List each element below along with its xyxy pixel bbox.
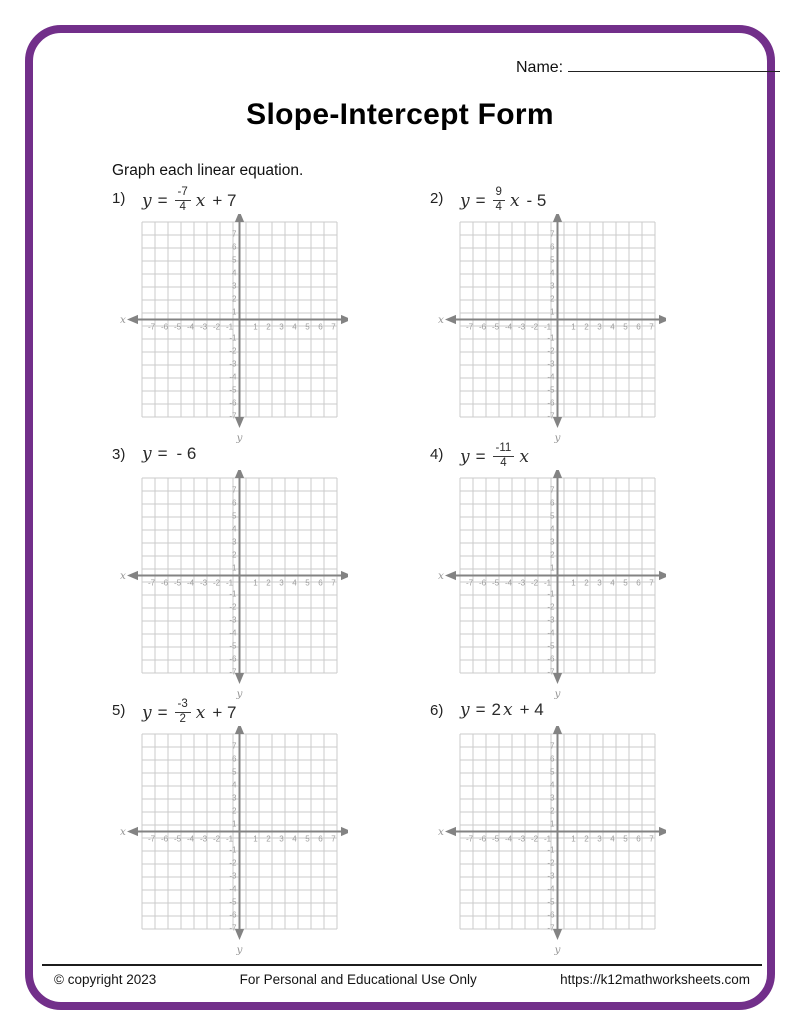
- svg-text:-4: -4: [229, 628, 237, 638]
- svg-text:-6: -6: [160, 578, 169, 588]
- coordinate-grid: [118, 470, 348, 700]
- svg-text:-7: -7: [465, 834, 474, 844]
- svg-text:1: 1: [253, 578, 258, 588]
- svg-text:2: 2: [232, 294, 237, 304]
- svg-text:7: 7: [232, 229, 237, 239]
- svg-text:4: 4: [550, 268, 555, 278]
- svg-text:-2: -2: [229, 346, 237, 356]
- svg-text:-7: -7: [147, 834, 156, 844]
- svg-text:-6: -6: [229, 398, 237, 408]
- svg-text:-4: -4: [547, 628, 555, 638]
- svg-text:-4: -4: [504, 578, 513, 588]
- svg-text:4: 4: [610, 322, 615, 332]
- svg-text:2: 2: [266, 834, 271, 844]
- svg-text:-5: -5: [491, 578, 500, 588]
- svg-text:-1: -1: [547, 845, 555, 855]
- svg-text:-2: -2: [530, 322, 539, 332]
- svg-text:6: 6: [232, 242, 237, 252]
- svg-text:-1: -1: [225, 322, 234, 332]
- svg-text:-3: -3: [547, 359, 555, 369]
- footer-rule: [42, 964, 762, 966]
- svg-text:6: 6: [550, 754, 555, 764]
- name-blank-line: [568, 56, 780, 72]
- svg-text:-4: -4: [504, 322, 513, 332]
- svg-text:-3: -3: [517, 578, 526, 588]
- svg-text:-2: -2: [212, 834, 221, 844]
- svg-text:-7: -7: [229, 923, 237, 933]
- problem-1: [104, 188, 422, 444]
- svg-text:1: 1: [550, 563, 555, 573]
- svg-text:-6: -6: [547, 910, 555, 920]
- equation-row: [430, 444, 740, 470]
- svg-text:-7: -7: [465, 578, 474, 588]
- svg-text:-7: -7: [229, 667, 237, 677]
- fraction: $\frac{9}{4}$: [493, 187, 505, 213]
- svg-text:2: 2: [584, 834, 589, 844]
- svg-text:-4: -4: [186, 834, 195, 844]
- svg-text:-6: -6: [478, 834, 487, 844]
- svg-text:5: 5: [623, 834, 628, 844]
- svg-text:-7: -7: [229, 411, 237, 421]
- svg-text:-3: -3: [199, 834, 208, 844]
- equation-row: [112, 444, 422, 470]
- worksheet-title: Slope-Intercept Form: [246, 98, 554, 131]
- equation: y = - 6: [142, 444, 197, 464]
- problem-3: [104, 444, 422, 700]
- svg-text:6: 6: [550, 242, 555, 252]
- svg-text:1: 1: [232, 563, 237, 573]
- svg-text:3: 3: [597, 834, 602, 844]
- svg-text:-7: -7: [547, 667, 555, 677]
- svg-text:1: 1: [571, 834, 576, 844]
- svg-text:-1: -1: [229, 589, 237, 599]
- svg-text:-3: -3: [229, 871, 237, 881]
- website-url: https://k12mathworksheets.com: [560, 972, 750, 987]
- svg-text:2: 2: [584, 322, 589, 332]
- svg-text:-2: -2: [530, 834, 539, 844]
- svg-text:-5: -5: [547, 897, 555, 907]
- svg-text:4: 4: [292, 834, 297, 844]
- svg-text:-2: -2: [547, 858, 555, 868]
- svg-text:-5: -5: [547, 385, 555, 395]
- svg-text:-7: -7: [547, 923, 555, 933]
- svg-text:-3: -3: [517, 834, 526, 844]
- svg-text:5: 5: [550, 511, 555, 521]
- svg-text:3: 3: [279, 578, 284, 588]
- svg-text:5: 5: [623, 322, 628, 332]
- svg-text:-3: -3: [547, 871, 555, 881]
- svg-text:3: 3: [279, 834, 284, 844]
- svg-text:1: 1: [253, 322, 258, 332]
- footer: [54, 972, 750, 987]
- svg-text:-4: -4: [186, 322, 195, 332]
- svg-text:2: 2: [232, 806, 237, 816]
- svg-text:1: 1: [232, 819, 237, 829]
- svg-text:-7: -7: [147, 578, 156, 588]
- svg-text:-3: -3: [229, 615, 237, 625]
- svg-text:-3: -3: [199, 322, 208, 332]
- svg-text:y: y: [554, 944, 561, 956]
- problem-5: [104, 700, 422, 956]
- fraction: $\frac{-11}{4}$: [493, 443, 515, 469]
- svg-text:-5: -5: [173, 322, 182, 332]
- svg-text:-1: -1: [225, 834, 234, 844]
- svg-text:4: 4: [232, 524, 237, 534]
- fraction: $\frac{-7}{4}$: [175, 187, 191, 213]
- problem-number: 4): [430, 446, 444, 463]
- svg-text:-1: -1: [543, 578, 552, 588]
- svg-text:-1: -1: [543, 322, 552, 332]
- svg-text:4: 4: [292, 578, 297, 588]
- problem-number: 6): [430, 702, 444, 719]
- svg-text:-6: -6: [547, 654, 555, 664]
- svg-text:7: 7: [232, 741, 237, 751]
- svg-text:5: 5: [232, 511, 237, 521]
- svg-text:6: 6: [318, 322, 323, 332]
- svg-text:-3: -3: [517, 322, 526, 332]
- svg-text:x: x: [438, 826, 444, 838]
- svg-text:1: 1: [253, 834, 258, 844]
- svg-text:-4: -4: [547, 884, 555, 894]
- svg-text:-2: -2: [212, 322, 221, 332]
- problem-number: 5): [112, 702, 126, 719]
- svg-text:4: 4: [232, 268, 237, 278]
- coordinate-grid: [436, 470, 666, 700]
- equation-row: [112, 700, 422, 726]
- svg-text:-4: -4: [547, 372, 555, 382]
- svg-text:6: 6: [636, 322, 641, 332]
- equation: y = $\frac{-11}{4}$ x: [460, 442, 529, 469]
- svg-text:-4: -4: [229, 372, 237, 382]
- svg-text:3: 3: [550, 281, 555, 291]
- coordinate-grid: [436, 726, 666, 956]
- svg-text:-1: -1: [543, 834, 552, 844]
- svg-text:3: 3: [550, 793, 555, 803]
- copyright-text: © copyright 2023: [54, 972, 157, 987]
- equation: y = $\frac{-7}{4}$ x + 7: [142, 186, 237, 213]
- svg-text:2: 2: [550, 806, 555, 816]
- svg-text:6: 6: [550, 498, 555, 508]
- svg-text:7: 7: [232, 485, 237, 495]
- svg-text:-6: -6: [478, 322, 487, 332]
- svg-text:-6: -6: [547, 398, 555, 408]
- svg-text:x: x: [438, 314, 444, 326]
- svg-text:4: 4: [550, 780, 555, 790]
- svg-text:-2: -2: [212, 578, 221, 588]
- svg-text:-6: -6: [160, 834, 169, 844]
- svg-text:-5: -5: [173, 578, 182, 588]
- svg-text:-6: -6: [478, 578, 487, 588]
- name-label: Name:: [516, 59, 564, 76]
- svg-text:6: 6: [318, 578, 323, 588]
- svg-text:4: 4: [610, 578, 615, 588]
- svg-text:3: 3: [550, 537, 555, 547]
- svg-text:-5: -5: [229, 641, 237, 651]
- svg-text:y: y: [554, 432, 561, 444]
- svg-text:1: 1: [550, 307, 555, 317]
- svg-text:7: 7: [331, 834, 336, 844]
- svg-text:5: 5: [232, 255, 237, 265]
- coordinate-grid: [118, 214, 348, 444]
- svg-text:-7: -7: [147, 322, 156, 332]
- svg-text:2: 2: [266, 322, 271, 332]
- svg-text:7: 7: [550, 485, 555, 495]
- svg-text:4: 4: [550, 524, 555, 534]
- svg-text:6: 6: [232, 498, 237, 508]
- svg-text:5: 5: [305, 322, 310, 332]
- svg-text:-1: -1: [547, 333, 555, 343]
- svg-text:-5: -5: [491, 834, 500, 844]
- svg-text:-7: -7: [465, 322, 474, 332]
- svg-text:5: 5: [550, 255, 555, 265]
- problem-number: 3): [112, 446, 126, 463]
- svg-text:3: 3: [232, 281, 237, 291]
- svg-text:-1: -1: [229, 333, 237, 343]
- svg-text:5: 5: [232, 767, 237, 777]
- svg-text:-3: -3: [199, 578, 208, 588]
- svg-text:2: 2: [550, 550, 555, 560]
- problem-number: 1): [112, 190, 126, 207]
- svg-text:5: 5: [623, 578, 628, 588]
- svg-text:x: x: [120, 570, 126, 582]
- problem-4: [422, 444, 740, 700]
- svg-text:-6: -6: [229, 910, 237, 920]
- svg-text:-5: -5: [173, 834, 182, 844]
- coordinate-grid: [118, 726, 348, 956]
- svg-text:2: 2: [550, 294, 555, 304]
- svg-text:-1: -1: [547, 589, 555, 599]
- svg-text:-6: -6: [229, 654, 237, 664]
- svg-text:7: 7: [649, 322, 654, 332]
- name-row: [516, 56, 780, 77]
- svg-text:-7: -7: [547, 411, 555, 421]
- equation: y = $\frac{9}{4}$ x - 5: [460, 186, 547, 213]
- equation: y = 2 x + 4: [460, 700, 544, 720]
- svg-text:-5: -5: [547, 641, 555, 651]
- svg-text:-2: -2: [530, 578, 539, 588]
- svg-text:7: 7: [649, 578, 654, 588]
- equation-row: [430, 188, 740, 214]
- svg-text:4: 4: [610, 834, 615, 844]
- problems-grid: [104, 188, 764, 956]
- problem-6: [422, 700, 740, 956]
- svg-text:y: y: [236, 688, 243, 700]
- instruction-text: Graph each linear equation.: [112, 162, 304, 179]
- svg-text:2: 2: [584, 578, 589, 588]
- svg-text:-4: -4: [504, 834, 513, 844]
- svg-text:-2: -2: [547, 346, 555, 356]
- svg-text:5: 5: [550, 767, 555, 777]
- problem-number: 2): [430, 190, 444, 207]
- svg-text:-2: -2: [229, 602, 237, 612]
- svg-text:7: 7: [550, 741, 555, 751]
- svg-text:6: 6: [636, 834, 641, 844]
- svg-text:-6: -6: [160, 322, 169, 332]
- equation-row: [430, 700, 740, 726]
- svg-text:3: 3: [597, 322, 602, 332]
- svg-text:6: 6: [232, 754, 237, 764]
- svg-text:x: x: [120, 826, 126, 838]
- svg-text:-2: -2: [229, 858, 237, 868]
- svg-text:2: 2: [232, 550, 237, 560]
- svg-text:y: y: [236, 944, 243, 956]
- svg-text:-2: -2: [547, 602, 555, 612]
- svg-text:3: 3: [279, 322, 284, 332]
- svg-text:-3: -3: [229, 359, 237, 369]
- usage-text: For Personal and Educational Use Only: [239, 972, 477, 987]
- svg-text:7: 7: [649, 834, 654, 844]
- svg-text:3: 3: [232, 793, 237, 803]
- svg-text:-5: -5: [229, 897, 237, 907]
- equation: y = $\frac{-3}{2}$ x + 7: [142, 698, 237, 725]
- svg-text:7: 7: [550, 229, 555, 239]
- svg-text:-4: -4: [186, 578, 195, 588]
- svg-text:-3: -3: [547, 615, 555, 625]
- svg-text:-5: -5: [229, 385, 237, 395]
- equation-row: [112, 188, 422, 214]
- svg-text:7: 7: [331, 322, 336, 332]
- svg-text:-1: -1: [229, 845, 237, 855]
- svg-text:1: 1: [571, 578, 576, 588]
- svg-text:-5: -5: [491, 322, 500, 332]
- svg-text:3: 3: [232, 537, 237, 547]
- svg-text:-1: -1: [225, 578, 234, 588]
- svg-text:6: 6: [636, 578, 641, 588]
- coordinate-grid: [436, 214, 666, 444]
- svg-text:1: 1: [232, 307, 237, 317]
- svg-text:5: 5: [305, 578, 310, 588]
- svg-text:6: 6: [318, 834, 323, 844]
- svg-text:2: 2: [266, 578, 271, 588]
- fraction: $\frac{-3}{2}$: [175, 699, 191, 725]
- svg-text:5: 5: [305, 834, 310, 844]
- svg-text:-4: -4: [229, 884, 237, 894]
- svg-text:3: 3: [597, 578, 602, 588]
- svg-text:y: y: [236, 432, 243, 444]
- svg-text:x: x: [438, 570, 444, 582]
- svg-text:1: 1: [550, 819, 555, 829]
- svg-text:4: 4: [292, 322, 297, 332]
- problem-2: [422, 188, 740, 444]
- svg-text:x: x: [120, 314, 126, 326]
- svg-text:1: 1: [571, 322, 576, 332]
- svg-text:y: y: [554, 688, 561, 700]
- svg-text:4: 4: [232, 780, 237, 790]
- svg-text:7: 7: [331, 578, 336, 588]
